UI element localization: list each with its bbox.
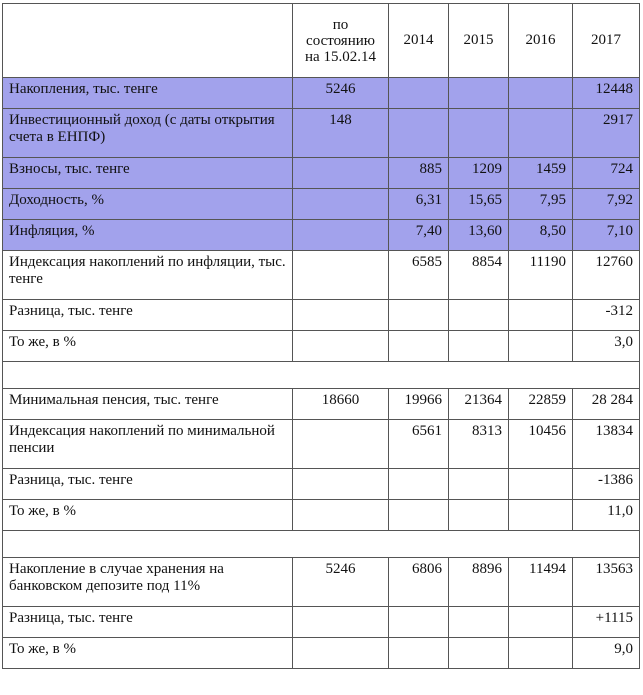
cell-2017: -312 [573,300,640,331]
row-label: Инвестиционный доход (с даты открытия счета в ЕНПФ) [3,109,293,158]
cell-2016: 1459 [509,158,573,189]
cell-2017: 2917 [573,109,640,158]
row-label: Индексация накоплений по минимальной пенсии [3,420,293,469]
cell-date: 18660 [293,389,389,420]
cell-2015: 21364 [449,389,509,420]
table-row-difference [3,300,640,331]
row-label: То же, в % [3,638,293,669]
cell-2015 [449,109,509,158]
cell-2016 [509,500,573,531]
header-year-2016: 2016 [509,4,573,78]
cell-date [293,638,389,669]
header-row [3,4,640,78]
header-date-line: по [332,16,349,33]
cell-date [293,469,389,500]
row-label: То же, в % [3,331,293,362]
cell-2014 [389,109,449,158]
cell-2016 [509,607,573,638]
cell-2014: 6561 [389,420,449,469]
header-date-line: на 15.02.14 [305,48,376,65]
row-label: То же, в % [3,500,293,531]
cell-2015: 13,60 [449,220,509,251]
cell-date [293,158,389,189]
spacer-cell [3,362,640,389]
cell-2014 [389,300,449,331]
cell-2015: 15,65 [449,189,509,220]
header-date-line: состоянию [306,32,375,49]
cell-2014: 885 [389,158,449,189]
header-date-cell [293,4,389,78]
cell-2017: 13834 [573,420,640,469]
row-label: Доходность, % [3,189,293,220]
row-label: Минимальная пенсия, тыс. тенге [3,389,293,420]
cell-2016 [509,300,573,331]
row-label: Накопления, тыс. тенге [3,78,293,109]
cell-2016: 8,50 [509,220,573,251]
row-label: Разница, тыс. тенге [3,607,293,638]
cell-2017: 724 [573,158,640,189]
cell-2017: +1115 [573,607,640,638]
table-row-inflation [3,220,640,251]
cell-2016: 10456 [509,420,573,469]
pension-table [2,3,640,669]
cell-date [293,251,389,300]
table-row-percent [3,638,640,669]
cell-2016 [509,331,573,362]
cell-2016: 11494 [509,558,573,607]
table-row-min-pension [3,389,640,420]
cell-2015 [449,500,509,531]
cell-2017: 9,0 [573,638,640,669]
header-year-2015: 2015 [449,4,509,78]
table-row-investment-income [3,109,640,158]
cell-date: 5246 [293,558,389,607]
cell-2015 [449,607,509,638]
table-row-percent [3,331,640,362]
cell-2016: 22859 [509,389,573,420]
cell-2017: -1386 [573,469,640,500]
table-row-difference [3,469,640,500]
cell-date [293,331,389,362]
cell-2015: 8854 [449,251,509,300]
cell-2015 [449,300,509,331]
cell-2014 [389,78,449,109]
cell-2014: 6,31 [389,189,449,220]
cell-date: 5246 [293,78,389,109]
cell-date: 148 [293,109,389,158]
row-label: Разница, тыс. тенге [3,469,293,500]
cell-2017: 3,0 [573,331,640,362]
cell-2015 [449,469,509,500]
cell-2017: 11,0 [573,500,640,531]
table-row-yield [3,189,640,220]
cell-2017: 7,92 [573,189,640,220]
row-label: Разница, тыс. тенге [3,300,293,331]
cell-date [293,500,389,531]
cell-2016 [509,78,573,109]
cell-2015 [449,331,509,362]
table-row-inflation-indexation [3,251,640,300]
cell-2014: 19966 [389,389,449,420]
cell-2016: 11190 [509,251,573,300]
cell-date [293,300,389,331]
spacer-row [3,362,640,389]
cell-date [293,189,389,220]
cell-date [293,607,389,638]
cell-2017: 7,10 [573,220,640,251]
table-row-contributions [3,158,640,189]
cell-2015: 1209 [449,158,509,189]
cell-2014 [389,469,449,500]
cell-2014 [389,500,449,531]
cell-2015 [449,638,509,669]
header-empty-cell [3,4,293,78]
row-label: Инфляция, % [3,220,293,251]
cell-2014: 6585 [389,251,449,300]
table-row-difference [3,607,640,638]
cell-date [293,220,389,251]
spacer-row [3,531,640,558]
cell-2015 [449,78,509,109]
table-row-savings [3,78,640,109]
row-label: Накопление в случае хранения на банковском депозите под 11% [3,558,293,607]
row-label: Индексация накоплений по инфляции, тыс. тенге [3,251,293,300]
cell-2017: 28 284 [573,389,640,420]
cell-2014: 6806 [389,558,449,607]
cell-date [293,420,389,469]
table-row-min-pension-indexation [3,420,640,469]
cell-2015: 8896 [449,558,509,607]
table-row-bank-deposit [3,558,640,607]
header-year-2017: 2017 [573,4,640,78]
cell-2017: 12760 [573,251,640,300]
header-year-2014: 2014 [389,4,449,78]
cell-2016: 7,95 [509,189,573,220]
cell-2014: 7,40 [389,220,449,251]
cell-2014 [389,607,449,638]
cell-2017: 12448 [573,78,640,109]
cell-2017: 13563 [573,558,640,607]
row-label: Взносы, тыс. тенге [3,158,293,189]
cell-2016 [509,109,573,158]
cell-2014 [389,331,449,362]
table-row-percent [3,500,640,531]
cell-2014 [389,638,449,669]
cell-2015: 8313 [449,420,509,469]
cell-2016 [509,638,573,669]
cell-2016 [509,469,573,500]
spacer-cell [3,531,640,558]
